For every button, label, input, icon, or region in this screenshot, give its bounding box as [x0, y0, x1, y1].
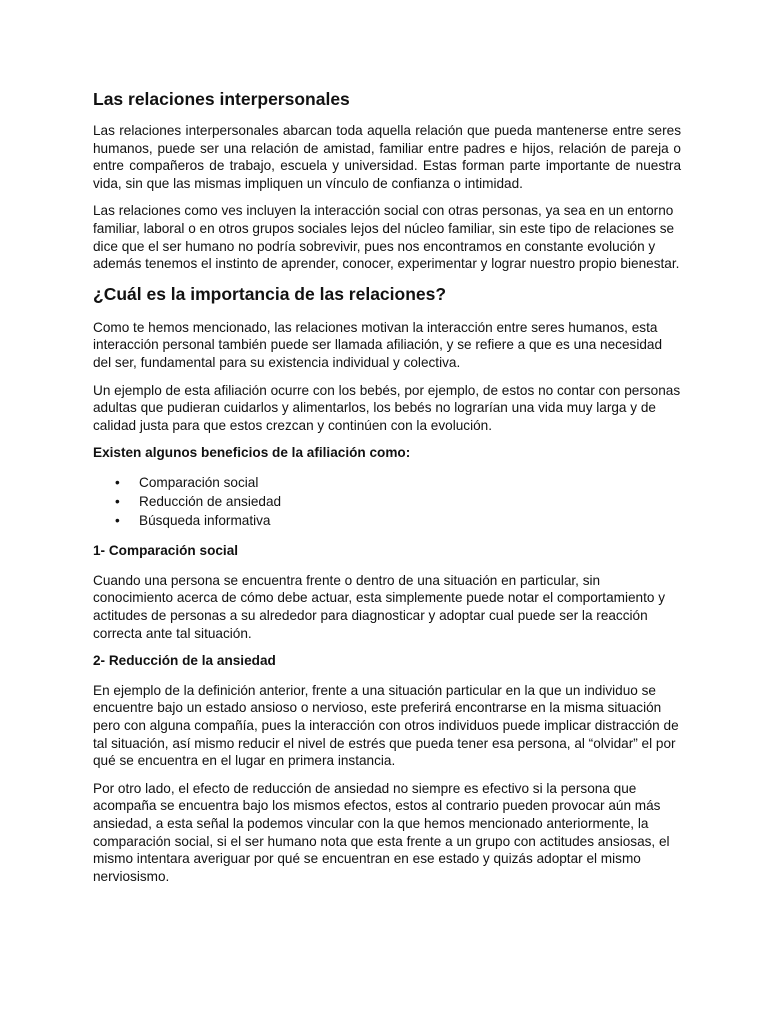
document-title: Las relaciones interpersonales — [93, 89, 350, 109]
section-paragraph: Cuando una persona se encuentra frente o dentro de una situación en particular, sin conocimiento acerca de cómo debe actuar, esta simplemente puede notar el comportamiento y actitudes de personas a su alrededor para diagnosticar y adoptar cual puede ser la reacción correcta ante tal situación. — [93, 572, 666, 641]
intro-paragraph: Las relaciones interpersonales abarcan toda aquella relación que pueda mantenerse entre seres humanos, puede ser una relación de amistad, familiar entre padres e hijos, relación de pareja o entre compañeros de trabajo, escuela y universidad. Estas forman parte importante de nuestra vida, sin que las mismas impliquen un vínculo de confianza o intimidad. — [93, 123, 681, 191]
list-item — [93, 493, 681, 512]
section-heading-comparacion: 1- Comparación social — [93, 543, 239, 559]
importance-paragraph: Un ejemplo de esta afiliación ocurre con los bebés, por ejemplo, de estos no contar con personas adultas que pudieran cuidarlos y alimentarlos, los bebés no lograrían una vida muy larga y de calidad justa para que estos crezcan y continúen con la evolución. — [93, 382, 681, 433]
importance-heading: ¿Cuál es la importancia de las relaciones? — [93, 283, 447, 304]
bullet-icon: • — [115, 474, 120, 490]
list-item-label: Comparación social — [139, 474, 259, 490]
bullet-icon: • — [115, 512, 120, 528]
bullet-icon: • — [115, 493, 120, 509]
section-paragraph: En ejemplo de la definición anterior, frente a una situación particular en la que un individuo se encuentre bajo un estado ansioso o nervioso, este preferirá encontrarse en la misma situación pero con alguna compañía, pues la interacción con otros individuos puede implicar distracción de tal situación, así mismo reducir el nivel de estrés que pueda tener esa persona, al “olvidar” el por qué se encuentra en el lugar en primera instancia. — [93, 682, 679, 769]
section-heading-ansiedad: 2- Reducción de la ansiedad — [93, 653, 276, 669]
benefits-heading: Existen algunos beneficios de la afiliación como: — [93, 445, 411, 461]
section-paragraph: Por otro lado, el efecto de reducción de ansiedad no siempre es efectivo si la persona que acompaña se encuentra bajo los mismos efectos, estos al contrario pueden provocar aún más ansiedad, a esta señal la podemos vincular con la que hemos mencionado anteriormente, la comparación social, si el ser humano nota que esta frente a un grupo con actitudes ansiosas, el mismo intentara averiguar por qué se encuentran en ese estado y quizás adoptar el mismo nerviosismo. — [93, 780, 670, 884]
list-item — [93, 474, 681, 493]
list-item — [93, 512, 681, 531]
document-page — [93, 88, 681, 895]
importance-paragraph: Como te hemos mencionado, las relaciones motivan la interacción entre seres humanos, esta interacción personal también puede ser llamada afiliación, y se refiere a que es una necesidad del ser, fundamental para su existencia individual y colectiva. — [93, 319, 663, 370]
benefits-list — [93, 474, 681, 530]
list-item-label: Reducción de ansiedad — [139, 493, 282, 509]
list-item-label: Búsqueda informativa — [139, 512, 271, 528]
intro-paragraph: Las relaciones como ves incluyen la interacción social con otras personas, ya sea en un entorno familiar, laboral o en otros grupos sociales lejos del núcleo familiar, sin este tipo de relaciones se dice que el ser humano no podría sobrevivir, pues nos encontramos en constante evolución y además tenemos el instinto de aprender, conocer, experimentar y lograr nuestro propio bienestar. — [93, 203, 680, 272]
